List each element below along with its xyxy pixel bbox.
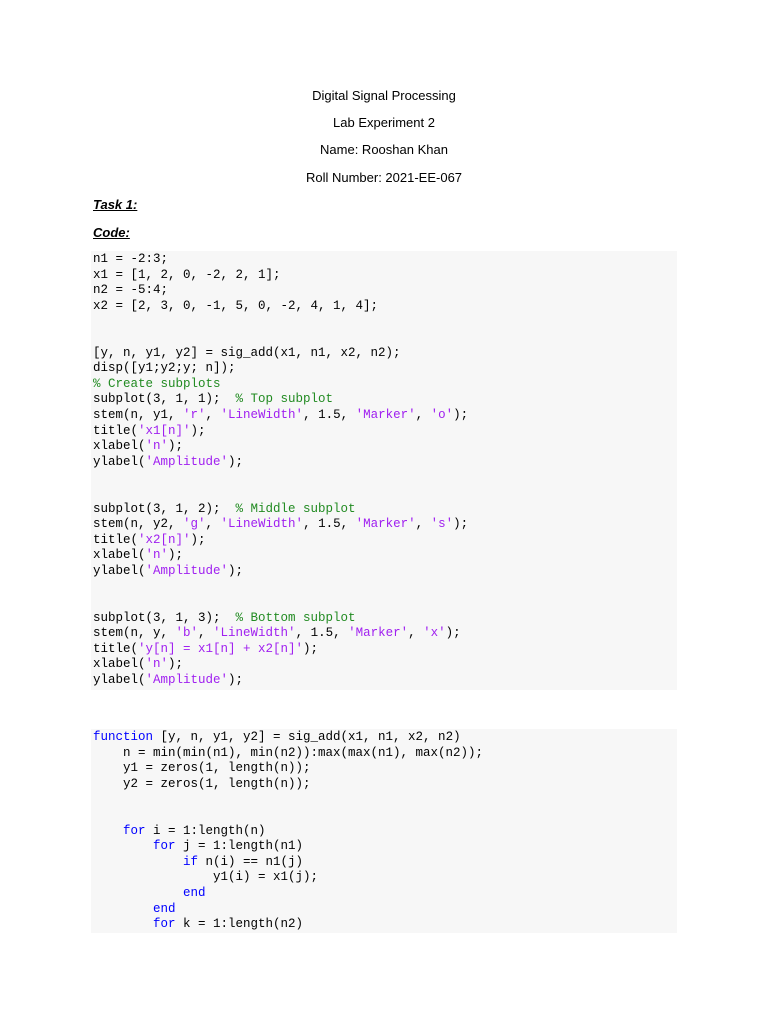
code-line	[93, 886, 677, 902]
code-line	[93, 673, 677, 689]
code-token: for	[153, 917, 176, 932]
code-line	[93, 299, 677, 315]
code-token: 'LineWidth'	[213, 626, 296, 641]
code-line	[93, 439, 677, 455]
code-token: y2 = zeros(1, length(n));	[93, 776, 311, 791]
code-token: [y, n, y1, y2] = sig_add(x1, n1, x2, n2)	[153, 730, 461, 744]
code-token: title(	[93, 641, 139, 656]
code-line	[93, 611, 677, 627]
code-token: 'x2[n]'	[138, 532, 191, 547]
code-line	[93, 595, 677, 611]
code-line	[93, 564, 677, 580]
code-token	[93, 824, 123, 838]
code-token: stem(n, y,	[93, 626, 176, 641]
code-line	[93, 408, 677, 424]
code-token: title(	[93, 423, 139, 438]
code-token: x2 = [2, 3, 0, -1, 5, 0, -2, 4, 1, 4];	[93, 298, 379, 313]
code-token: );	[303, 641, 319, 656]
code-line	[93, 392, 677, 408]
code-token: xlabel(	[93, 657, 146, 672]
code-token: for	[153, 839, 176, 854]
code-block-main	[91, 251, 677, 690]
code-token: end	[153, 901, 176, 916]
code-token: , 1.5,	[303, 407, 356, 422]
roll-number: Roll Number: 2021-EE-067	[305, 170, 463, 185]
code-token: );	[453, 517, 469, 532]
code-token: 'n'	[145, 657, 169, 672]
code-token: ylabel(	[93, 454, 146, 469]
code-token: 'g'	[183, 517, 206, 532]
code-token: );	[190, 532, 206, 547]
code-line	[93, 470, 677, 486]
code-token: x1 = [1, 2, 0, -2, 2, 1];	[93, 267, 281, 282]
code-token: 'LineWidth'	[220, 407, 304, 422]
code-line	[93, 377, 677, 393]
code-block-function	[91, 729, 677, 933]
code-token: j = 1:length(n1)	[175, 839, 304, 854]
code-token: 'Marker'	[348, 626, 409, 641]
code-line	[93, 746, 677, 762]
code-token	[93, 855, 183, 869]
code-token: disp([y1;y2;y; n]);	[93, 361, 236, 376]
code-token: 's'	[430, 517, 454, 532]
code-token: );	[453, 407, 469, 422]
code-token: 'n'	[145, 439, 169, 454]
code-token: );	[228, 563, 244, 578]
code-line	[93, 533, 677, 549]
code-line	[93, 579, 677, 595]
code-token: 'x1[n]'	[138, 423, 191, 438]
code-line	[93, 346, 677, 362]
code-token: 'Amplitude'	[145, 454, 229, 469]
code-token	[93, 917, 153, 931]
course-title: Digital Signal Processing	[312, 88, 456, 103]
code-token: % Top subplot	[235, 392, 334, 407]
code-line	[93, 361, 677, 377]
code-line	[93, 902, 677, 918]
code-line	[93, 330, 677, 346]
code-token: 'n'	[145, 548, 169, 563]
code-token: for	[123, 823, 146, 838]
code-line	[93, 268, 677, 284]
code-token: ,	[205, 517, 221, 532]
code-token: 'b'	[175, 626, 199, 641]
code-token: xlabel(	[93, 548, 146, 563]
code-line	[93, 730, 677, 746]
code-line	[93, 486, 677, 502]
code-line	[93, 839, 677, 855]
code-token: % Create subplots	[93, 376, 221, 391]
code-token: );	[190, 423, 206, 438]
code-token: 'x'	[423, 626, 446, 641]
code-token: end	[183, 885, 206, 900]
task-heading: Task 1:	[93, 197, 138, 212]
code-token: function	[93, 730, 154, 744]
code-token: );	[228, 454, 244, 469]
code-token: 'o'	[430, 407, 454, 422]
experiment-title: Lab Experiment 2	[333, 115, 435, 130]
code-line	[93, 626, 677, 642]
code-line	[93, 455, 677, 471]
code-token: );	[445, 626, 461, 641]
code-token: ,	[205, 407, 221, 422]
code-line	[93, 761, 677, 777]
code-token: y1 = zeros(1, length(n));	[93, 761, 311, 776]
code-token: stem(n, y1,	[93, 407, 184, 422]
code-token: y1(i) = x1(j);	[93, 870, 319, 885]
code-line	[93, 252, 677, 268]
code-token: if	[183, 854, 199, 869]
code-line	[93, 517, 677, 533]
code-line	[93, 642, 677, 658]
code-token: 'Amplitude'	[145, 563, 229, 578]
code-line	[93, 502, 677, 518]
code-token	[93, 839, 153, 853]
code-line	[93, 283, 677, 299]
code-token: , 1.5,	[295, 626, 349, 641]
code-token: 'r'	[183, 407, 206, 422]
code-token: % Bottom subplot	[235, 610, 356, 625]
code-line	[93, 870, 677, 886]
code-token: , 1.5,	[303, 517, 356, 532]
code-token: ,	[408, 626, 424, 641]
code-token: n(i) == n1(j)	[198, 854, 304, 869]
code-token: [y, n, y1, y2] = sig_add(x1, n1, x2, n2);	[93, 345, 401, 360]
code-token: n1 = -2:3;	[93, 252, 169, 266]
code-heading: Code:	[93, 225, 130, 240]
code-token: 'Marker'	[355, 517, 416, 532]
code-token: k = 1:length(n2)	[175, 917, 304, 932]
code-line	[93, 824, 677, 840]
code-token: 'Marker'	[355, 407, 416, 422]
code-line	[93, 917, 677, 933]
code-line	[93, 657, 677, 673]
code-token: ,	[415, 517, 431, 532]
code-token: );	[168, 439, 184, 454]
code-token: );	[168, 548, 184, 563]
code-token	[93, 902, 153, 916]
code-token: subplot(3, 1, 3);	[93, 610, 236, 625]
code-token: );	[228, 673, 244, 688]
code-token: n = min(min(n1), min(n2)):max(max(n1), max(n2));	[93, 745, 484, 760]
code-token	[93, 886, 183, 900]
code-token: i = 1:length(n)	[145, 823, 266, 838]
code-token: 'y[n] = x1[n] + x2[n]'	[138, 641, 304, 656]
code-token: ylabel(	[93, 673, 146, 688]
code-token: xlabel(	[93, 439, 146, 454]
student-name: Name: Rooshan Khan	[320, 142, 448, 157]
code-token: ,	[415, 407, 431, 422]
code-line	[93, 777, 677, 793]
code-line	[93, 855, 677, 871]
code-line	[93, 314, 677, 330]
code-line	[93, 792, 677, 808]
code-line	[93, 424, 677, 440]
code-token: 'Amplitude'	[145, 673, 229, 688]
code-line	[93, 808, 677, 824]
code-token: % Middle subplot	[235, 501, 356, 516]
code-token: stem(n, y2,	[93, 517, 184, 532]
code-token: title(	[93, 532, 139, 547]
code-token: subplot(3, 1, 2);	[93, 501, 236, 516]
code-token: 'LineWidth'	[220, 517, 304, 532]
code-line	[93, 548, 677, 564]
code-token: );	[168, 657, 184, 672]
code-token: n2 = -5:4;	[93, 283, 169, 298]
code-token: ylabel(	[93, 563, 146, 578]
code-token: subplot(3, 1, 1);	[93, 392, 236, 407]
code-token: ,	[198, 626, 214, 641]
